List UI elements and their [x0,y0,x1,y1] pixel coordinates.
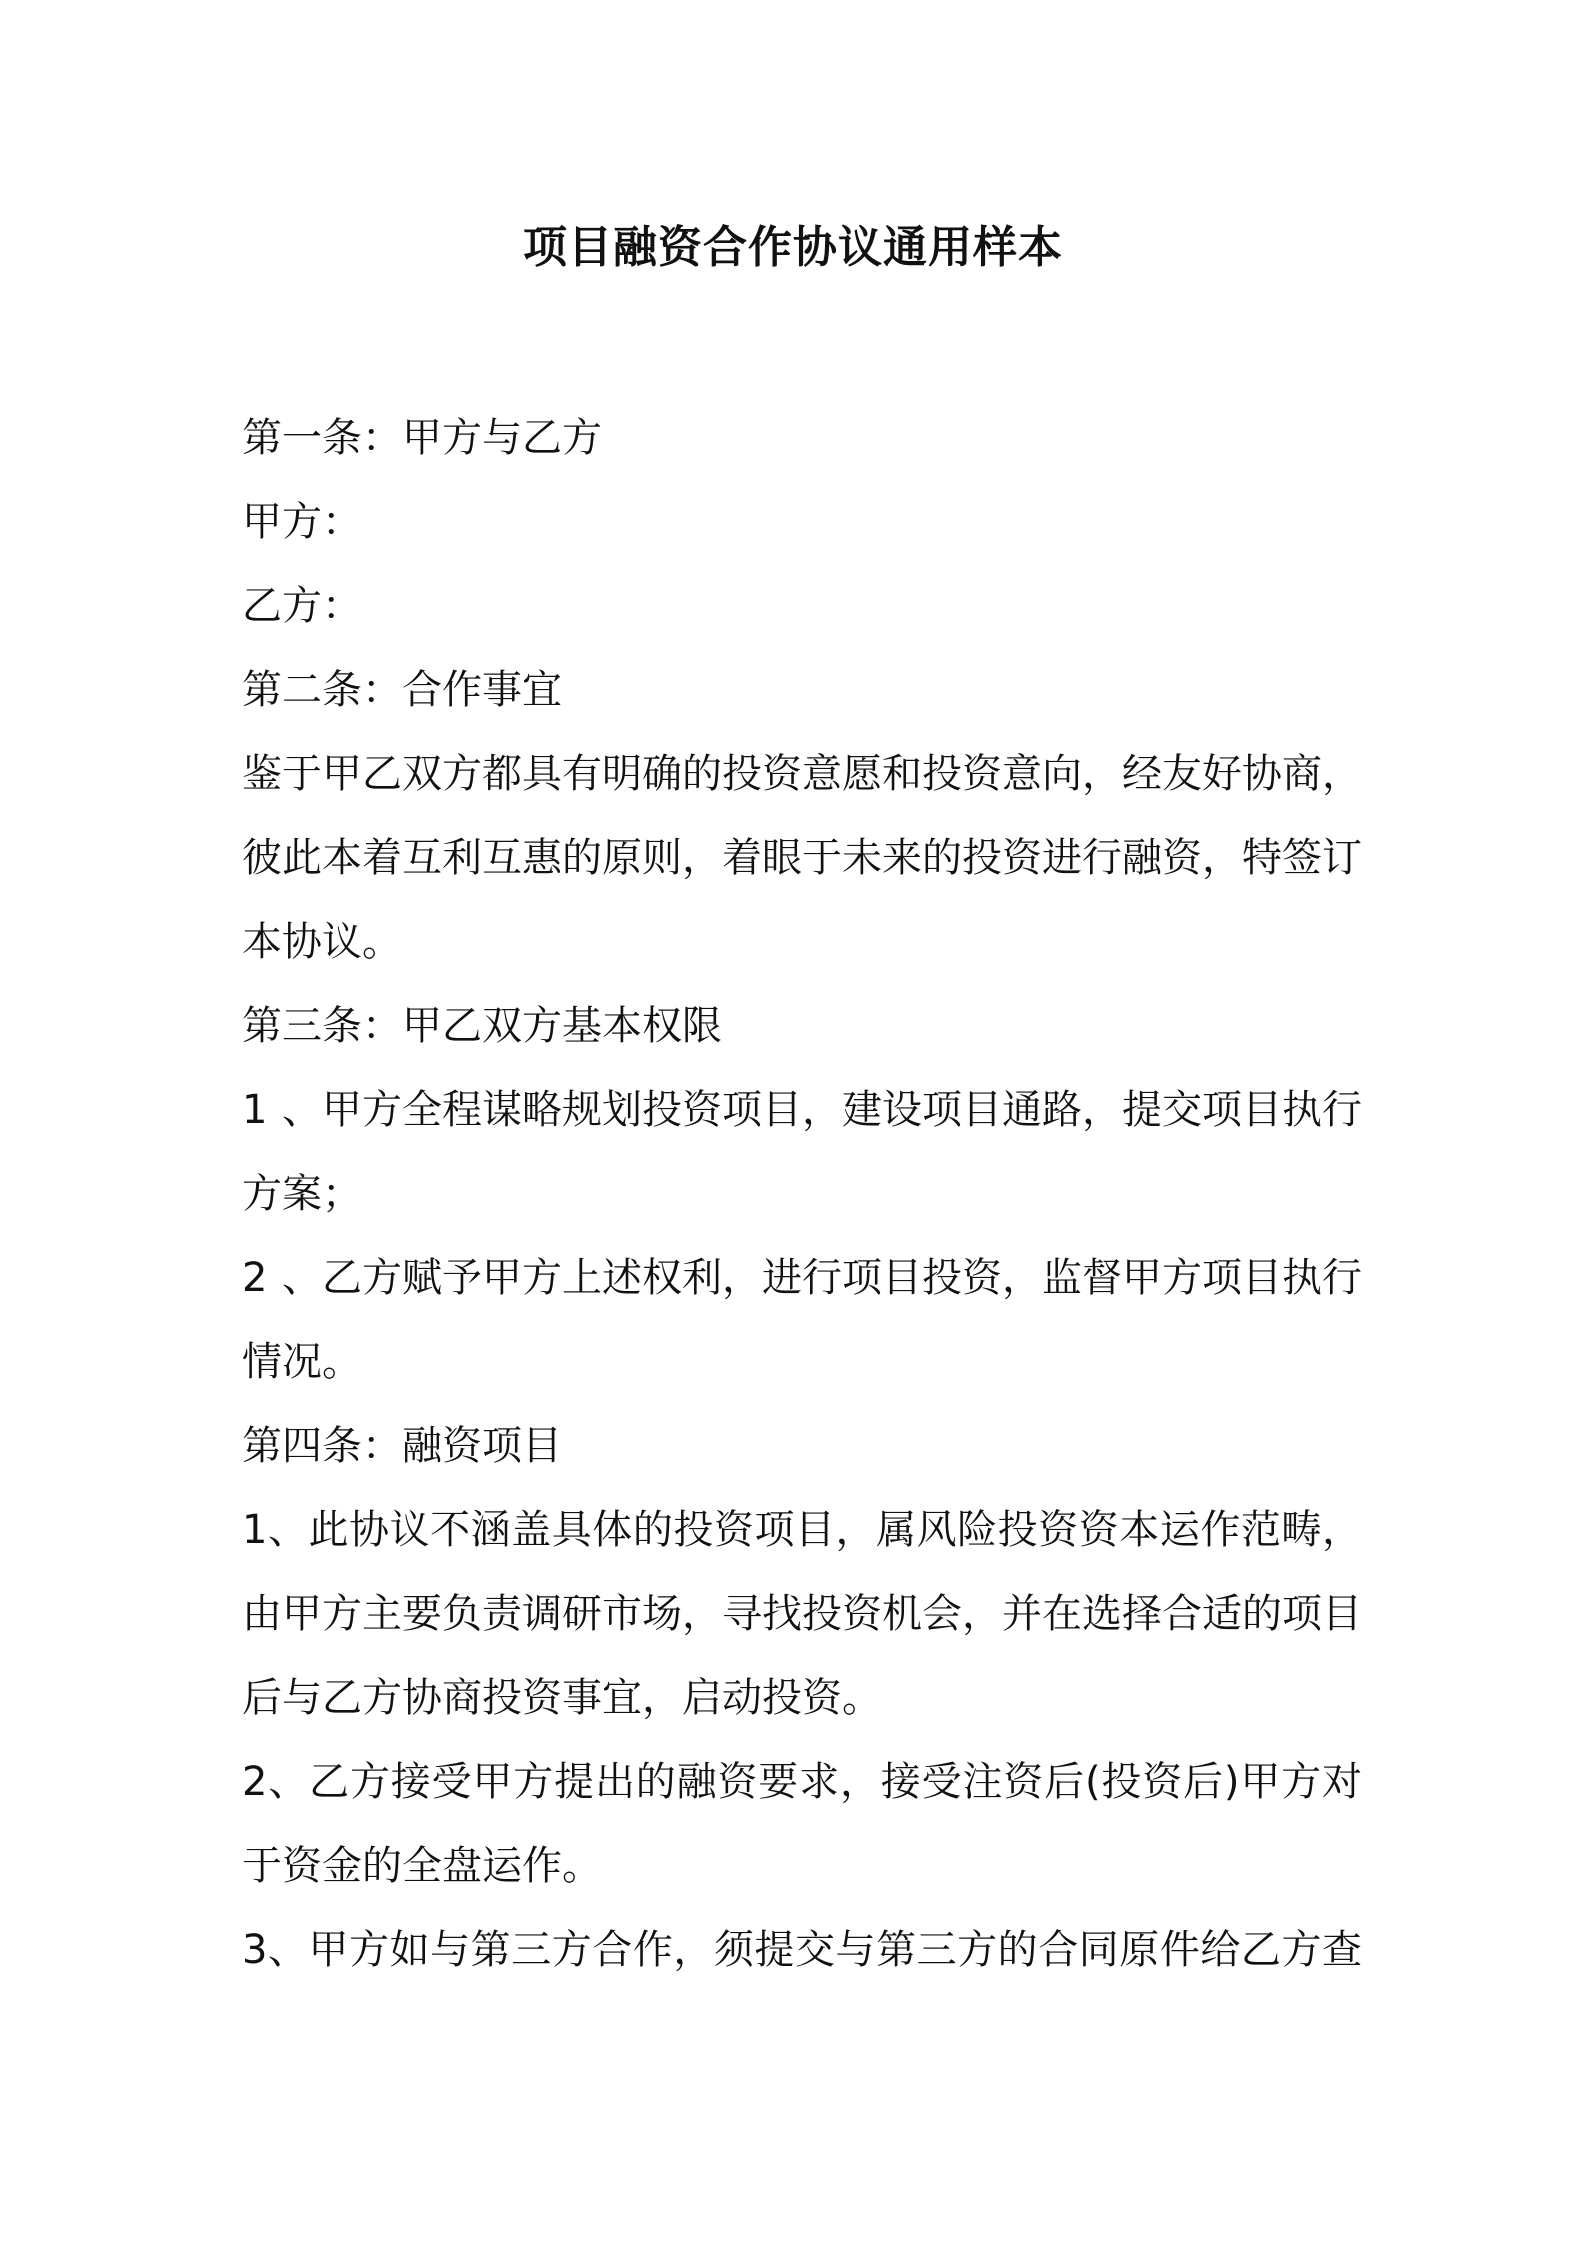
article-3-heading: 第三条：甲乙双方基本权限 [242,1003,722,1049]
paragraph-line: 由甲方主要负责调研市场，寻找投资机会，并在选择合适的项目 [242,1591,1362,1637]
list-item [242,1236,1362,1320]
paragraph-line: 2、乙方接受甲方提出的融资要求，接受注资后(投资后)甲方对 [242,1759,1362,1805]
paragraph-line: 方案； [242,1171,362,1217]
party-a-label: 甲方： [242,499,362,545]
list-item-text: 乙方赋予甲方上述权利，进行项目投资，监督甲方项目执行 [322,1255,1362,1301]
article-1-heading: 第一条：甲方与乙方 [242,415,602,461]
paragraph-line: 于资金的全盘运作。 [242,1843,602,1889]
paragraph-line: 鉴于甲乙双方都具有明确的投资意愿和投资意向，经友好协商， [242,751,1362,797]
paragraph-line: 彼此本着互利互惠的原则，着眼于未来的投资进行融资，特签订 [242,835,1362,881]
paragraph-line: 本协议。 [242,919,402,965]
document-title: 项目融资合作协议通用样本 [523,222,1063,273]
list-number: 1、 [242,1087,322,1133]
list-number: 2、 [242,1255,322,1301]
paragraph-line: 后与乙方协商投资事宜，启动投资。 [242,1675,882,1721]
article-4-heading: 第四条：融资项目 [242,1423,562,1469]
party-b-label: 乙方： [242,583,362,629]
paragraph-line: 3、甲方如与第三方合作，须提交与第三方的合同原件给乙方查 [242,1927,1362,1973]
article-2-heading: 第二条：合作事宜 [242,667,562,713]
list-item-text: 甲方全程谋略规划投资项目，建设项目通路，提交项目执行 [322,1087,1362,1133]
paragraph-line: 情况。 [242,1339,362,1385]
list-item [242,1068,1362,1152]
paragraph-line: 1、此协议不涵盖具体的投资项目，属风险投资资本运作范畴， [242,1507,1362,1553]
